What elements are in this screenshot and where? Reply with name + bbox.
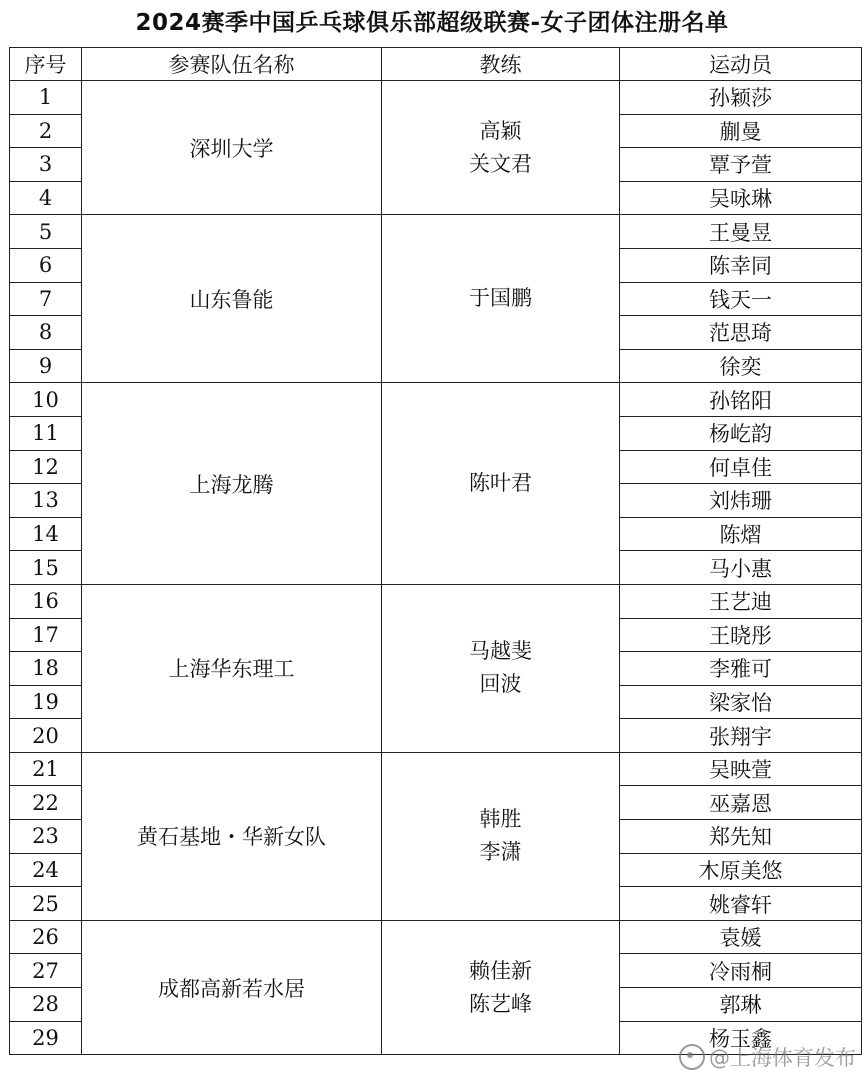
player-name: 孙铭阳	[620, 383, 862, 417]
coach-name: 高颖	[479, 118, 522, 143]
player-name: 陈熠	[620, 517, 862, 551]
coach-cell	[382, 920, 620, 1054]
player-name: 冷雨桐	[620, 954, 862, 988]
player-name: 杨屹韵	[620, 416, 862, 450]
team-name: 山东鲁能	[82, 215, 382, 383]
player-name: 梁家怡	[620, 685, 862, 719]
row-number: 13	[10, 484, 82, 518]
coach-name: 回波	[479, 672, 522, 697]
player-name: 郑先知	[620, 820, 862, 854]
player-name: 李雅可	[620, 652, 862, 686]
coach-name: 于国鹏	[469, 286, 532, 311]
table-row	[10, 920, 862, 954]
row-number: 14	[10, 517, 82, 551]
player-name: 蒯曼	[620, 114, 862, 148]
table-row	[10, 215, 862, 249]
player-name: 吴咏琳	[620, 181, 862, 215]
document-title: 2024赛季中国乒乓球俱乐部超级联赛-女子团体注册名单	[135, 10, 729, 36]
coach-name: 韩胜	[479, 807, 522, 832]
player-name: 陈幸同	[620, 248, 862, 282]
row-number: 20	[10, 719, 82, 753]
row-number: 28	[10, 988, 82, 1022]
header-player: 运动员	[620, 48, 862, 81]
player-name: 吴映萱	[620, 752, 862, 786]
player-name: 杨玉鑫	[620, 1021, 862, 1055]
row-number: 24	[10, 853, 82, 887]
row-number: 22	[10, 786, 82, 820]
player-name: 钱天一	[620, 282, 862, 316]
row-number: 1	[10, 81, 82, 115]
row-number: 23	[10, 820, 82, 854]
coach-cell	[382, 215, 620, 383]
coach-name: 马越斐	[469, 639, 532, 664]
player-name: 王艺迪	[620, 584, 862, 618]
row-number: 25	[10, 887, 82, 921]
coach-cell	[382, 752, 620, 920]
row-number: 7	[10, 282, 82, 316]
team-name: 上海龙腾	[82, 383, 382, 585]
header-coach: 教练	[382, 48, 620, 81]
table-row	[10, 752, 862, 786]
row-number: 9	[10, 349, 82, 383]
coach-cell	[382, 584, 620, 752]
roster-body	[10, 81, 862, 1055]
row-number: 26	[10, 920, 82, 954]
row-number: 11	[10, 416, 82, 450]
coach-cell	[382, 81, 620, 215]
row-number: 10	[10, 383, 82, 417]
header-no: 序号	[10, 48, 82, 81]
coach-name: 李潇	[479, 840, 522, 865]
player-name: 徐奕	[620, 349, 862, 383]
row-number: 4	[10, 181, 82, 215]
table-row	[10, 584, 862, 618]
row-number: 19	[10, 685, 82, 719]
row-number: 8	[10, 316, 82, 350]
player-name: 马小惠	[620, 551, 862, 585]
row-number: 27	[10, 954, 82, 988]
row-number: 17	[10, 618, 82, 652]
team-name: 黄石基地・华新女队	[82, 752, 382, 920]
roster-table	[9, 47, 862, 1055]
coach-name: 陈叶君	[469, 471, 532, 496]
team-name: 深圳大学	[82, 81, 382, 215]
player-name: 袁媛	[620, 920, 862, 954]
row-number: 18	[10, 652, 82, 686]
row-number: 29	[10, 1021, 82, 1055]
coach-name: 陈艺峰	[469, 991, 532, 1016]
player-name: 木原美悠	[620, 853, 862, 887]
player-name: 王晓彤	[620, 618, 862, 652]
player-name: 范思琦	[620, 316, 862, 350]
coach-cell	[382, 383, 620, 585]
watermark-text: @上海体育发布	[709, 1046, 856, 1070]
row-number: 2	[10, 114, 82, 148]
team-name: 成都高新若水居	[82, 920, 382, 1054]
row-number: 3	[10, 148, 82, 182]
coach-name: 关文君	[469, 151, 532, 176]
weibo-icon	[679, 1044, 705, 1070]
player-name: 张翔宇	[620, 719, 862, 753]
header-row	[10, 48, 862, 81]
row-number: 5	[10, 215, 82, 249]
table-row	[10, 383, 862, 417]
watermark	[679, 1042, 856, 1072]
row-number: 6	[10, 248, 82, 282]
player-name: 何卓佳	[620, 450, 862, 484]
row-number: 12	[10, 450, 82, 484]
header-team: 参赛队伍名称	[82, 48, 382, 81]
row-number: 16	[10, 584, 82, 618]
player-name: 孙颖莎	[620, 81, 862, 115]
player-name: 姚睿轩	[620, 887, 862, 921]
coach-name: 赖佳新	[469, 958, 532, 983]
player-name: 刘炜珊	[620, 484, 862, 518]
team-name: 上海华东理工	[82, 584, 382, 752]
row-number: 21	[10, 752, 82, 786]
table-row	[10, 81, 862, 115]
player-name: 覃予萱	[620, 148, 862, 182]
player-name: 王曼昱	[620, 215, 862, 249]
row-number: 15	[10, 551, 82, 585]
player-name: 郭琳	[620, 988, 862, 1022]
player-name: 巫嘉恩	[620, 786, 862, 820]
